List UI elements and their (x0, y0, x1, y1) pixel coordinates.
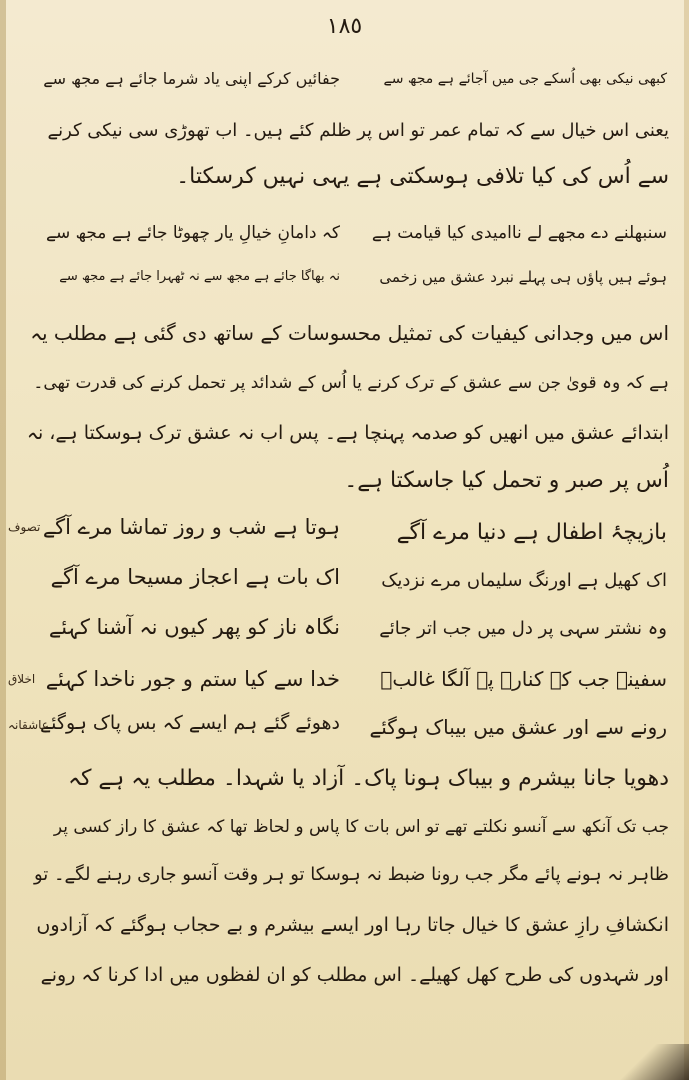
verse-line: ہوئے ہیں پاؤں ہی پہلے نبرد عشق میں زخمی (379, 268, 667, 286)
page-edge-right (684, 0, 689, 1080)
verse-line: جفائیں کرکے اپنی یاد شرما جائے ہے مجھ سے (43, 69, 340, 88)
verse-line: کبھی نیکی بھی اُسکے جی میں آجائے ہے مجھ سے (383, 71, 667, 87)
verse-line: اک کھیل ہے اورنگ سلیماں مرے نزدیک (381, 570, 667, 591)
prose-line: سے اُس کی کیا تلافی ہوسکتی ہے یہی نہیں کرسکتا۔ (176, 164, 669, 189)
prose-line: ہے کہ وہ قویٰ جن سے عشق کے ترک کرنے یا اُس کے شدائد پر تحمل کرنے کی قدرت تھی۔ (33, 373, 669, 393)
prose-line: انکشافِ رازِ عشق کا خیال جاتا رہا اور ایسے بیشرم و بے حجاب ہوگئے کہ آزادوں (36, 914, 669, 936)
verse-line: سنبھلنے دے مجھے لے ناامیدی کیا قیامت ہے (371, 223, 667, 243)
verse-line: رونے سے اور عشق میں بیباک ہوگئے (369, 715, 667, 739)
verse-line: سفینہ جب کہ کنارے پہ آلگا غالبؔ (380, 667, 667, 691)
prose-line: یعنی اس خیال سے کہ تمام عمر تو اس پر ظلم کئے ہیں۔ اب تھوڑی سی نیکی کرنے (47, 120, 669, 141)
scan-shadow (609, 1044, 689, 1080)
verse-line: دھوئے گئے ہم ایسے کہ بس پاک ہوگئے (40, 712, 340, 734)
verse-line: ہوتا ہے شب و روز تماشا مرے آگے (42, 515, 340, 539)
prose-line: جب تک آنکھ سے آنسو نکلتے تھے تو اس بات کا پاس و لحاظ تھا کہ عشق کا راز کسی پر (53, 817, 669, 837)
prose-line: اس میں وجدانی کیفیات کی تمثیل محسوسات کے ساتھ دی گئی ہے مطلب یہ (30, 321, 669, 345)
verse-line: کہ دامانِ خیالِ یار چھوٹا جائے ہے مجھ سے (45, 223, 340, 243)
margin-note: تصوف (8, 520, 41, 534)
prose-line: ابتدائے عشق میں انھیں کو صدمہ پہنچا ہے۔ پس اب نہ عشق ترک ہوسکتا ہے، نہ (26, 422, 669, 444)
page-edge-left (0, 0, 6, 1080)
verse-line: نہ بھاگا جائے ہے مجھ سے نہ ٹھہرا جائے ہے مجھ سے (59, 269, 340, 284)
verse-line: نگاہ ناز کو پھر کیوں نہ آشنا کہئے (48, 615, 340, 639)
verse-line: اک بات ہے اعجاز مسیحا مرے آگے (50, 565, 340, 589)
margin-note: اخلاق (8, 672, 36, 686)
page-number: ١٨٥ (326, 14, 363, 39)
verse-line: وہ نشتر سہی پر دل میں جب اتر جائے (379, 618, 667, 639)
prose-line: اُس پر صبر و تحمل کیا جاسکتا ہے۔ (344, 468, 669, 493)
margin-note: عاشقانہ (8, 718, 49, 732)
verse-line: خدا سے کیا ستم و جور ناخدا کہئے (45, 667, 340, 691)
verse-line: بازیچۂ اطفال ہے دنیا مرے آگے (396, 520, 667, 545)
prose-line: ظاہر نہ ہونے پائے مگر جب رونا ضبط نہ ہوسکا تو ہر وقت آنسو جاری رہنے لگے۔ تو (33, 864, 669, 885)
prose-line: اور شہدوں کی طرح کھل کھیلے۔ اس مطلب کو ان لفظوں میں ادا کرنا کہ رونے (40, 964, 669, 986)
prose-line: دھویا جانا بیشرم و بیباک ہونا پاک۔ آزاد یا شہدا۔ مطلب یہ ہے کہ (68, 766, 669, 791)
